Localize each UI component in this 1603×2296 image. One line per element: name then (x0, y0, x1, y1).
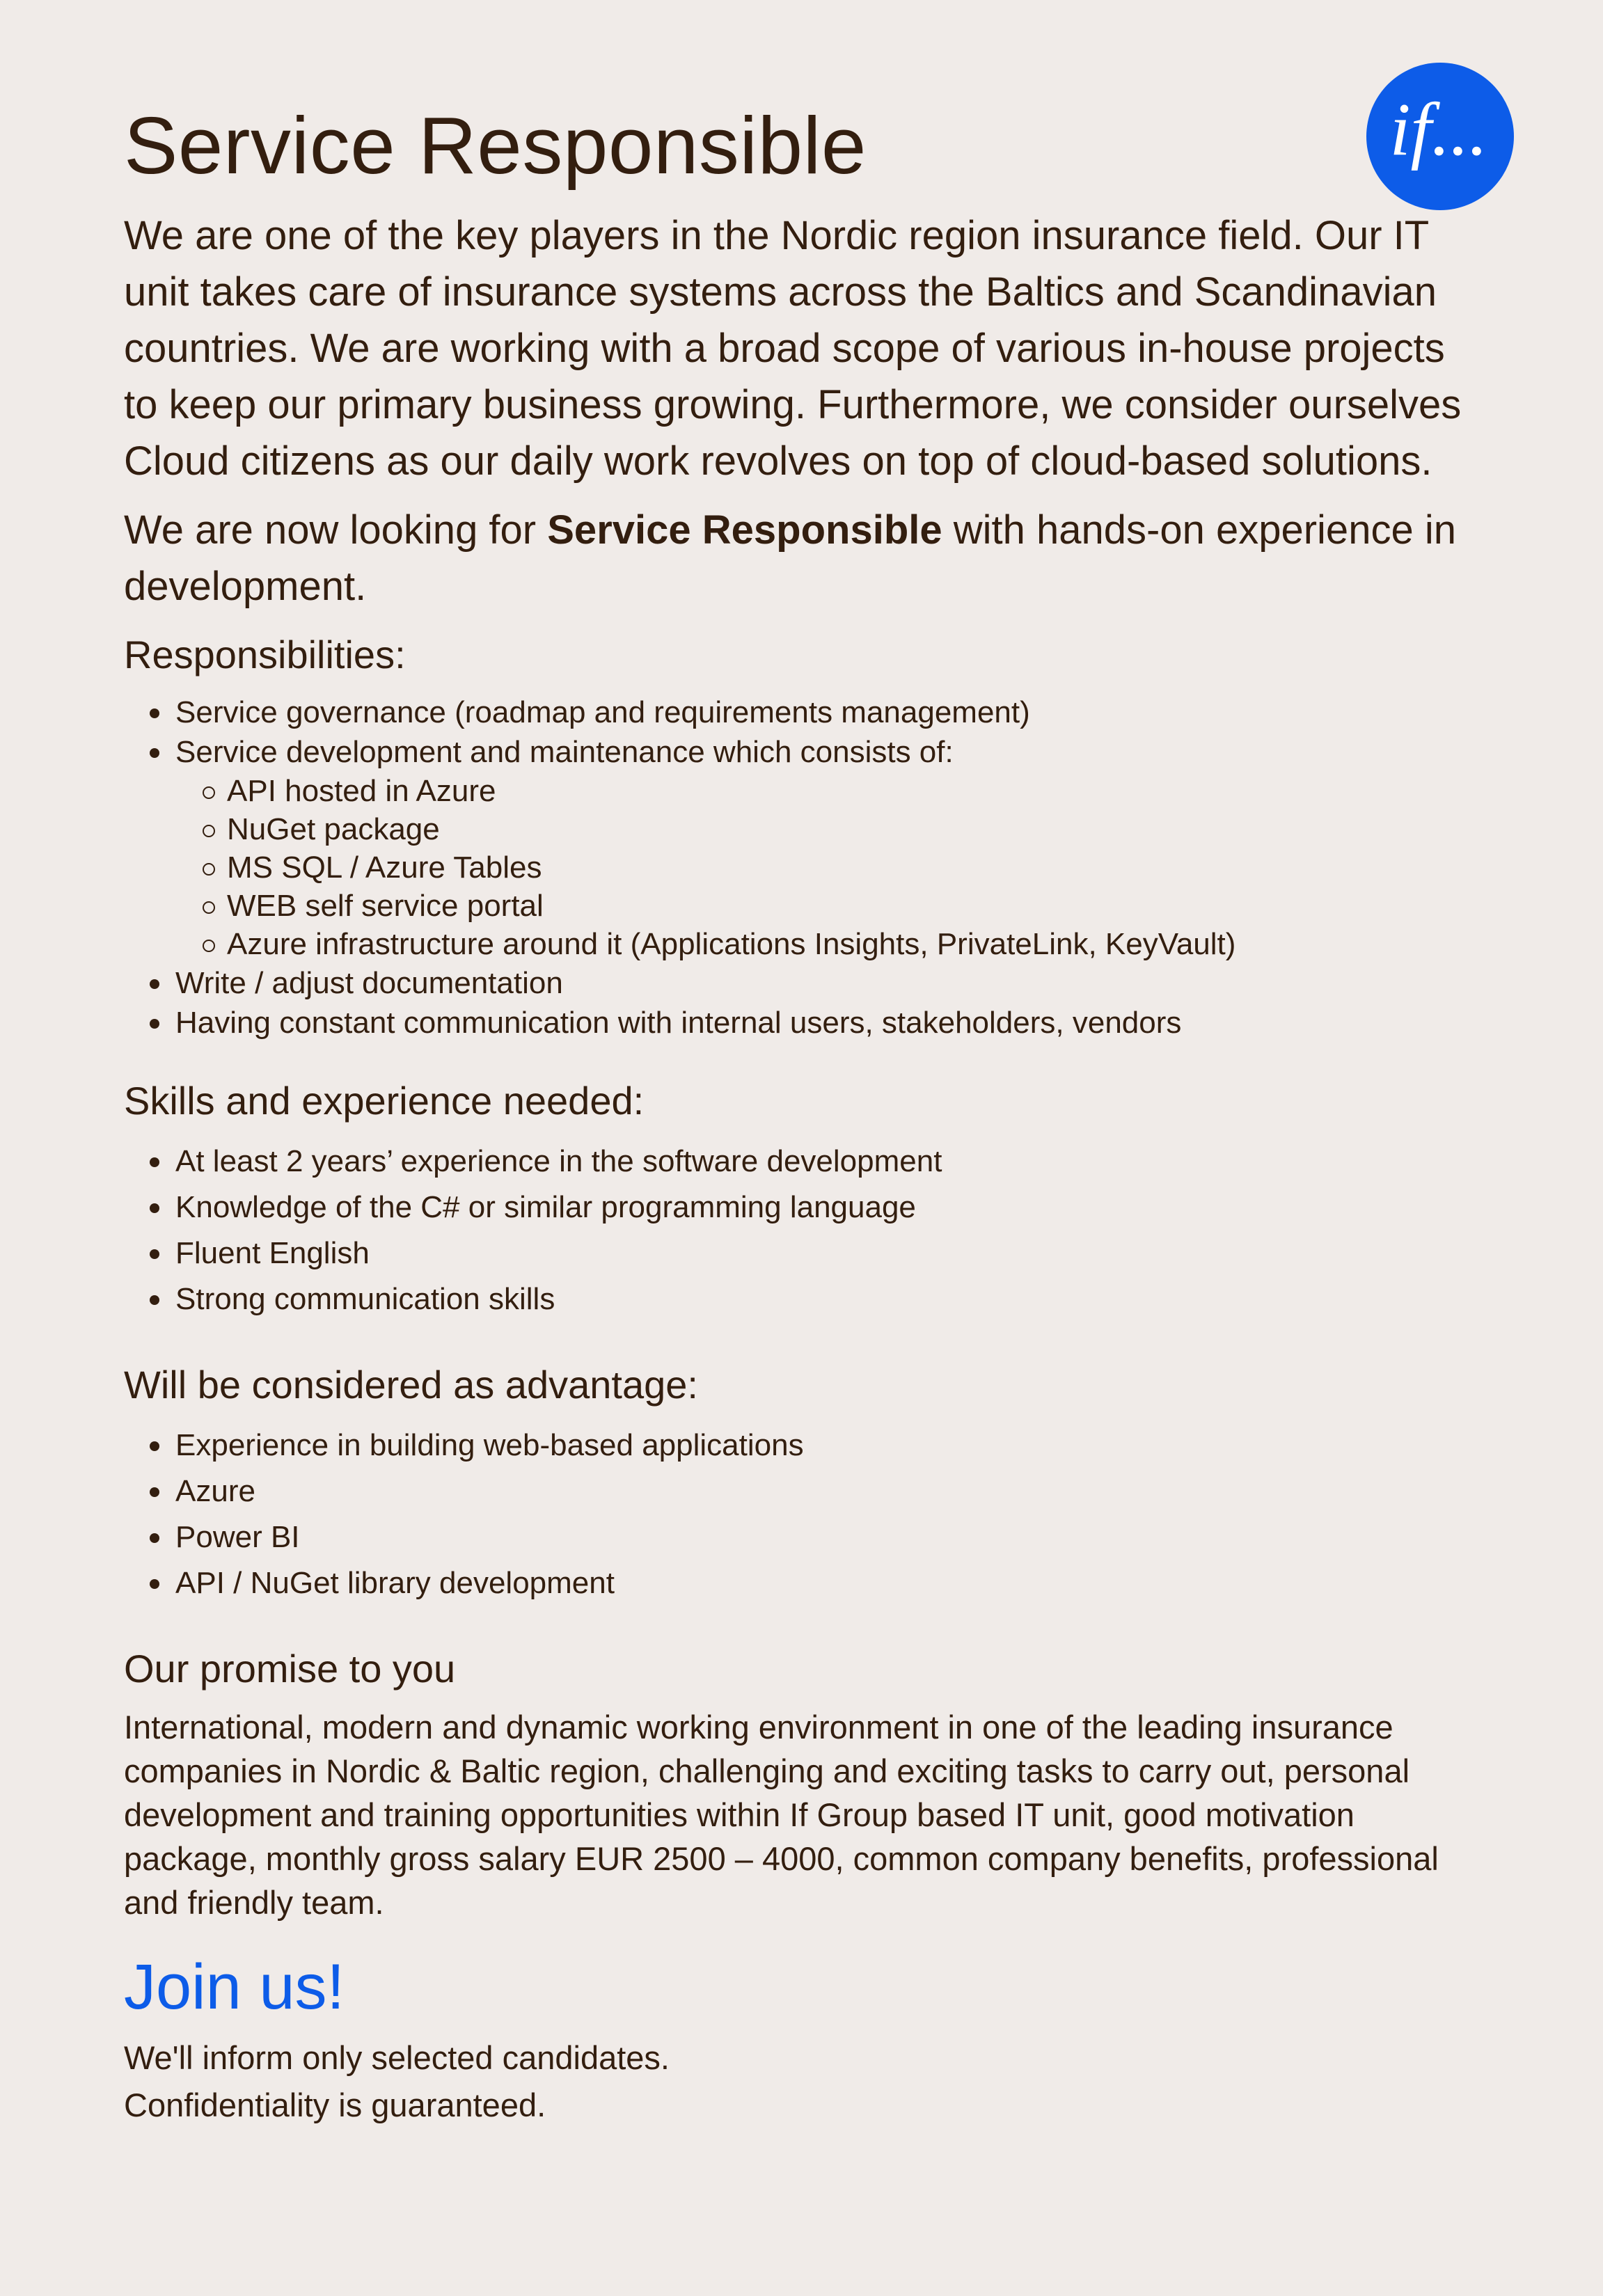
role-name: Service Responsible (547, 507, 942, 553)
list-item: Write / adjust documentation (175, 963, 1481, 1003)
promise-heading: Our promise to you (124, 1647, 456, 1691)
skills-heading: Skills and experience needed: (124, 1079, 645, 1123)
sub-list-item: NuGet package (227, 810, 1481, 848)
advantage-list (124, 1423, 1481, 1606)
list-item: Strong communication skills (175, 1276, 1481, 1322)
advantage-heading: Will be considered as advantage: (124, 1363, 698, 1407)
selected-candidates-note: We'll inform only selected candidates. (124, 2039, 670, 2076)
list-item: Power BI (175, 1514, 1481, 1560)
looking-for-prefix: We are now looking for (124, 507, 548, 553)
promise-paragraph: International, modern and dynamic working environment in one of the leading insurance companies in Nordic & Baltic region, challenging and exciting tasks to carry out, personal development and training opportunities within If Group based IT unit, good motivation package, monthly gross salary EUR 2500 – 4000, common company benefits, professional and friendly team. (124, 1709, 1439, 1921)
join-us-heading: Join us! (124, 1951, 345, 2022)
looking-for-suffix: with hands-on experience in development. (124, 507, 1456, 609)
responsibilities-heading: Responsibilities: (124, 633, 406, 676)
sub-list-item: Azure infrastructure around it (Applications Insights, PrivateLink, KeyVault) (227, 925, 1481, 963)
list-item (175, 732, 1481, 963)
list-item: Service governance (roadmap and requirements management) (175, 692, 1481, 732)
sub-list-item: MS SQL / Azure Tables (227, 848, 1481, 887)
development-sublist (175, 772, 1481, 963)
confidentiality-note: Confidentiality is guaranteed. (124, 2087, 546, 2123)
list-item: Having constant communication with internal users, stakeholders, vendors (175, 1003, 1481, 1043)
list-item: API / NuGet library development (175, 1560, 1481, 1606)
logo-lettering: if... (1389, 88, 1488, 171)
job-posting (124, 84, 1481, 2129)
list-item: Knowledge of the C# or similar programming language (175, 1185, 1481, 1230)
list-item: Experience in building web-based applications (175, 1423, 1481, 1468)
list-item: Azure (175, 1468, 1481, 1514)
sub-list-item: WEB self service portal (227, 887, 1481, 925)
list-item: At least 2 years’ experience in the software development (175, 1139, 1481, 1185)
sub-list-item: API hosted in Azure (227, 772, 1481, 810)
skills-list (124, 1139, 1481, 1322)
intro-paragraph: We are one of the key players in the Nordic region insurance field. Our IT unit takes care of insurance systems across the Baltics and Scandinavian countries. We are working with a broad scope of various in-house projects to keep our primary business growing. Furthermore, we consider ourselves Cloud citizens as our daily work revolves on top of cloud-based solutions. (124, 213, 1462, 484)
list-item-text: Service development and maintenance which consists of: (175, 735, 954, 769)
list-item: Fluent English (175, 1230, 1481, 1276)
responsibilities-list (124, 692, 1481, 1043)
looking-for-paragraph (124, 502, 1481, 615)
page-title: Service Responsible (124, 100, 867, 191)
